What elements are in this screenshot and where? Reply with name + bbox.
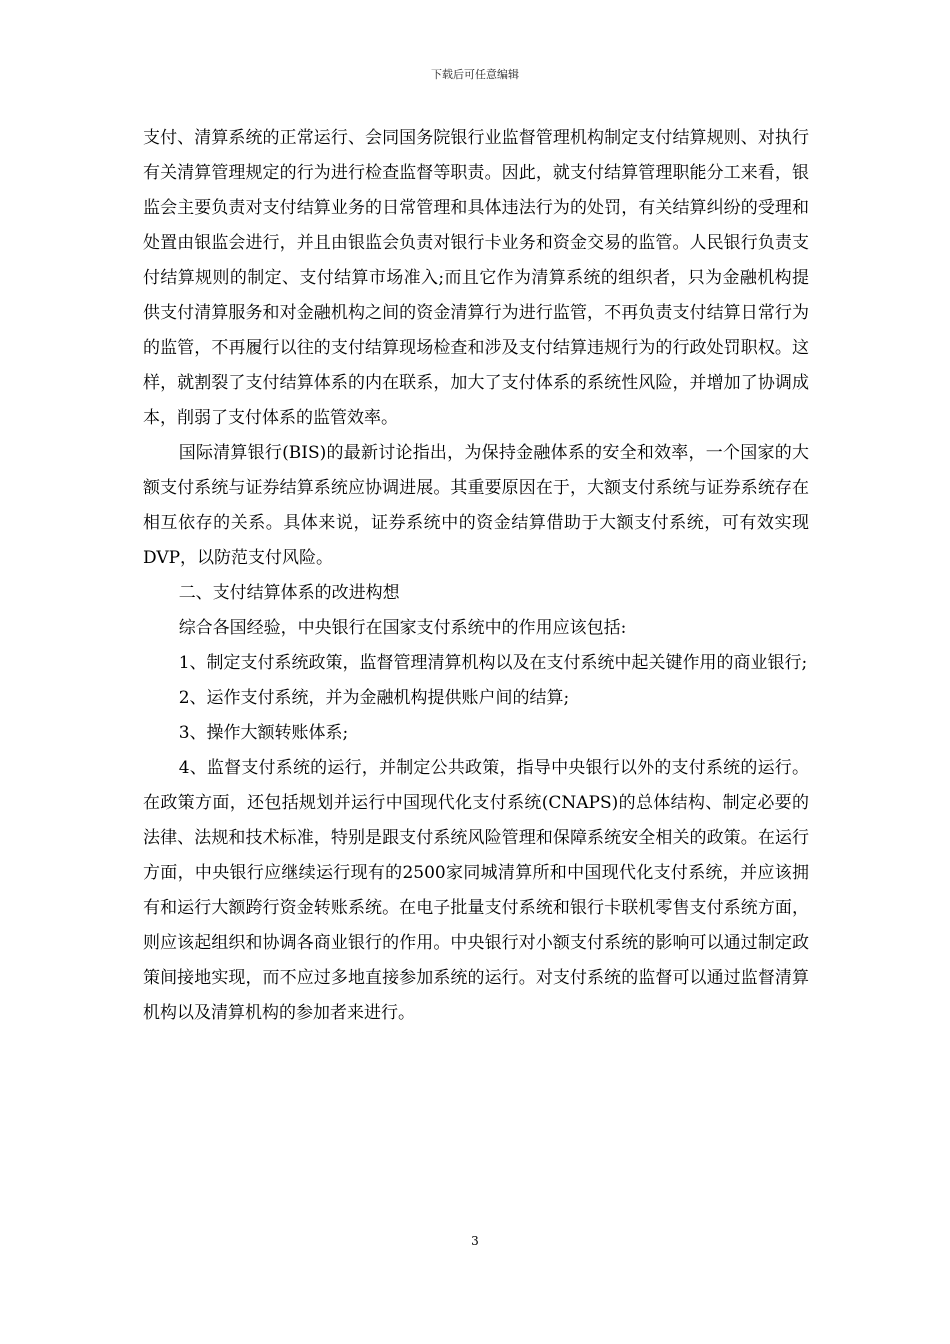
document-body <box>143 121 809 1031</box>
list-item-3: 3、操作大额转账体系; <box>178 723 349 743</box>
page-header: 下载后可任意编辑 <box>431 68 519 81</box>
list-item-2: 2、运作支付系统，并为金融机构提供账户间的结算; <box>178 688 570 708</box>
paragraph-2: 国际清算银行(BIS)的最新讨论指出，为保持金融体系的安全和效率，一个国家的大额支付系统与证券结算系统应协调进展。其重要原因在于，大额支付系统与证券系统存在相互依存的关系。具体来说，证券系统中的资金结算借助于大额支付系统，可有效实现DVP，以防范支付风险。 <box>143 443 809 568</box>
paragraph-1: 支付、清算系统的正常运行、会同国务院银行业监督管理机构制定支付结算规则、对执行有关清算管理规定的行为进行检查监督等职责。因此，就支付结算管理职能分工来看，银监会主要负责对支付结算业务的日常管理和具体违法行为的处罚，有关结算纠纷的受理和处置由银监会进行，并且由银监会负责对银行卡业务和资金交易的监管。人民银行负责支付结算规则的制定、支付结算市场准入;而且它作为清算系统的组织者，只为金融机构提供支付清算服务和对金融机构之间的资金清算行为进行监管，不再负责支付结算日常行为的监管，不再履行以往的支付结算现场检查和涉及支付结算违规行为的行政处罚职权。这样，就割裂了支付结算体系的内在联系，加大了支付体系的系统性风险，并增加了协调成本，削弱了支付体系的监管效率。 <box>143 128 809 428</box>
paragraph-4: 综合各国经验，中央银行在国家支付系统中的作用应该包括: <box>178 618 627 638</box>
page-number: 3 <box>471 1234 479 1248</box>
section-heading: 二、支付结算体系的改进构想 <box>178 583 400 603</box>
list-item-4: 4、监督支付系统的运行，并制定公共政策，指导中央银行以外的支付系统的运行。在政策方面，还包括规划并运行中国现代化支付系统(CNAPS)的总体结构、制定必要的法律、法规和技术标准，特别是跟支付系统风险管理和保障系统安全相关的政策。在运行方面，中央银行应继续运行现有的2500家同城清算所和中国现代化支付系统，并应该拥有和运行大额跨行资金转账系统。在电子批量支付系统和银行卡联机零售支付系统方面，则应该起组织和协调各商业银行的作用。中央银行对小额支付系统的影响可以通过制定政策间接地实现，而不应过多地直接参加系统的运行。对支付系统的监督可以通过监督清算机构以及清算机构的参加者来进行。 <box>143 758 809 1023</box>
list-item-1: 1、制定支付系统政策，监督管理清算机构以及在支付系统中起关键作用的商业银行; <box>178 653 808 673</box>
